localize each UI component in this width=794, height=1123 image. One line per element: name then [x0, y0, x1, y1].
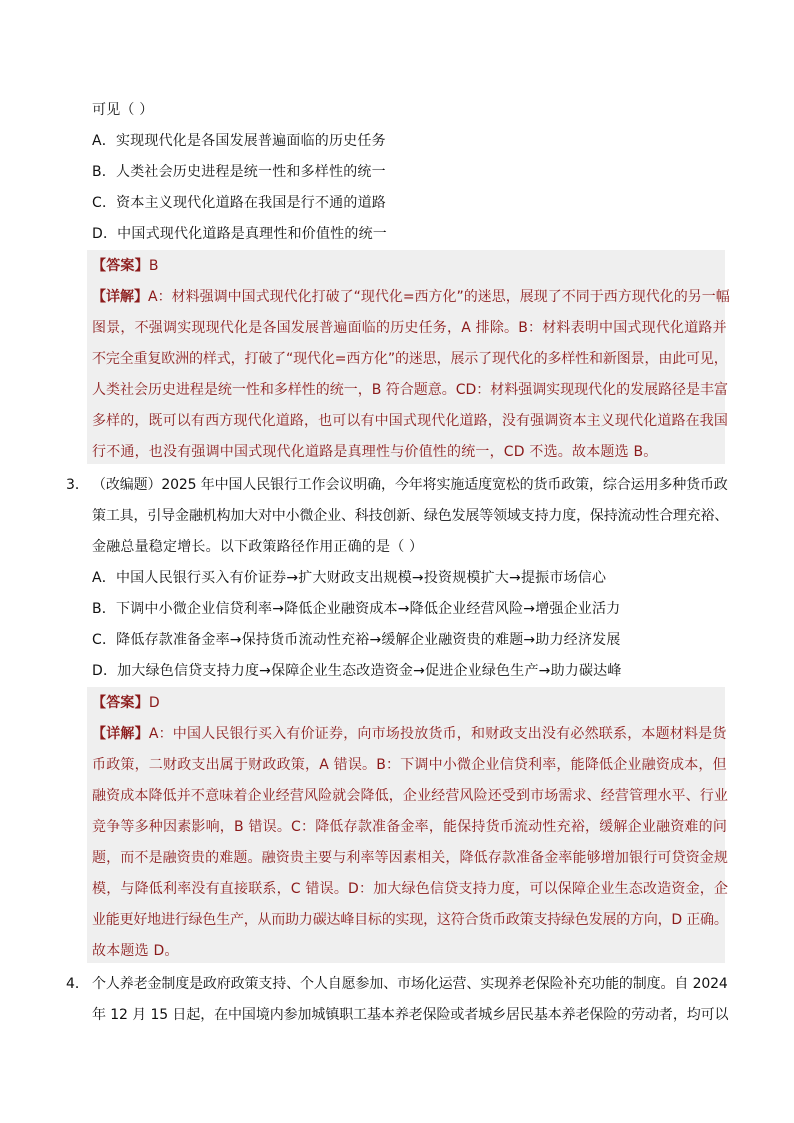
- q3-explain-line-2: 币政策，二财政支出属于财政政策，A 错误。B：下调中小微企业信贷利率，能降低企业融资成本，但: [92, 757, 727, 773]
- q3-option-b: B．下调中小微企业信贷利率→降低企业融资成本→降低企业经营风险→增强企业活力: [92, 601, 621, 617]
- q2-explain-text: A：材料强调中国式现代化打破了“现代化=西方化”的迷思，展现了不同于西方现代化的另一幅: [148, 289, 730, 305]
- q3-answer-value: D: [148, 695, 160, 711]
- q3-explain-line-3: 融资成本降低并不意味着企业经营风险就会降低，企业经营风险还受到市场需求、经营管理水平、行业: [92, 788, 728, 804]
- q2-explain-line-1: [92, 287, 730, 307]
- q2-option-b: B．人类社会历史进程是统一性和多样性的统一: [92, 164, 386, 180]
- q3-explain-line-6: 模，与降低利率没有直接联系，C 错误。D：加大绿色信贷支持力度，可以保障企业生态改造资金，企: [92, 881, 729, 897]
- q3-option-c: C．降低存款准备金率→保持货币流动性充裕→缓解企业融资贵的难题→助力经济发展: [92, 632, 621, 648]
- q2-explain-line-6: 行不通，也没有强调中国式现代化道路是真理性与价值性的统一，CD 不选。故本题选 B。: [92, 444, 658, 460]
- q3-stem-line-2: 策工具，引导金融机构加大对中小微企业、科技创新、绿色发展等领域支持力度，保持流动性合理充裕、: [92, 508, 729, 524]
- q2-option-d: D．中国式现代化道路是真理性和价值性的统一: [92, 226, 387, 242]
- q3-stem-line-3: 金融总量稳定增长。以下政策路径作用正确的是（ ）: [92, 539, 424, 555]
- q3-explain-line-5: 题，而不是融资贵的难题。融资贵主要与利率等因素相关，降低存款准备金率能够增加银行可贷资金规: [92, 850, 728, 866]
- q2-option-c: C．资本主义现代化道路在我国是行不通的道路: [92, 195, 386, 211]
- q3-explain-label: 【详解】: [92, 726, 149, 742]
- q3-explain-line-7: 业能更好地进行绿色生产，从而助力碳达峰目标的实现，这符合货币政策支持绿色发展的方向，D 正确。: [92, 912, 728, 928]
- q3-answer-line: [92, 693, 160, 713]
- q3-answer-label: 【答案】: [92, 695, 149, 711]
- q2-explain-line-2: 图景，不强调实现现代化是各国发展普遍面临的历史任务，A 排除。B：材料表明中国式现代化道路并: [92, 320, 727, 336]
- q3-option-d: D．加大绿色信贷支持力度→保障企业生态改造资金→促进企业绿色生产→助力碳达峰: [92, 663, 622, 679]
- q2-answer-label: 【答案】: [92, 258, 149, 274]
- q2-explain-line-4: 人类社会历史进程是统一性和多样性的统一，B 符合题意。CD：材料强调实现现代化的发展路径是丰富: [92, 382, 729, 398]
- q2-answer-value: B: [148, 258, 159, 274]
- q2-explain-line-3: 不完全重复欧洲的样式，打破了“现代化=西方化”的迷思，展示了现代化的多样性和新图景，由此可见，: [92, 351, 728, 367]
- q3-explain-line-1: [92, 724, 727, 744]
- q3-number: 3．: [66, 477, 89, 493]
- q2-explain-line-5: 多样的，既可以有西方现代化道路，也可以有中国式现代化道路，没有强调资本主义现代化道路在我国: [92, 413, 728, 429]
- q2-explain-label: 【详解】: [92, 289, 148, 305]
- q3-explain-line-4: 竞争等多种因素影响，B 错误。C：降低存款准备金率，能保持货币流动性充裕，缓解企业融资难的问: [92, 819, 728, 835]
- q4-number: 4．: [66, 976, 89, 992]
- q2-answer-line: [92, 256, 159, 276]
- q3-stem-line-1: （改编题）2025 年中国人民银行工作会议明确，今年将实施适度宽松的货币政策，综合运用多种货币政: [92, 477, 728, 493]
- q3-option-a: A．中国人民银行买入有价证券→扩大财政支出规模→投资规模扩大→提振市场信心: [92, 570, 607, 586]
- q2-stem-tail: 可见（ ）: [92, 102, 154, 118]
- q3-explain-line-8: 故本题选 D。: [92, 943, 179, 959]
- q4-stem-line-2: 年 12 月 15 日起，在中国境内参加城镇职工基本养老保险或者城乡居民基本养老保险的劳动者，均可以: [92, 1007, 729, 1023]
- q2-option-a: A．实现现代化是各国发展普遍面临的历史任务: [92, 133, 386, 149]
- q3-explain-text: A：中国人民银行买入有价证券，向市场投放货币，和财政支出没有必然联系，本题材料是货: [148, 726, 727, 742]
- q4-stem-line-1: 个人养老金制度是政府政策支持、个人自愿参加、市场化运营、实现养老保险补充功能的制度。自 2024: [92, 976, 728, 992]
